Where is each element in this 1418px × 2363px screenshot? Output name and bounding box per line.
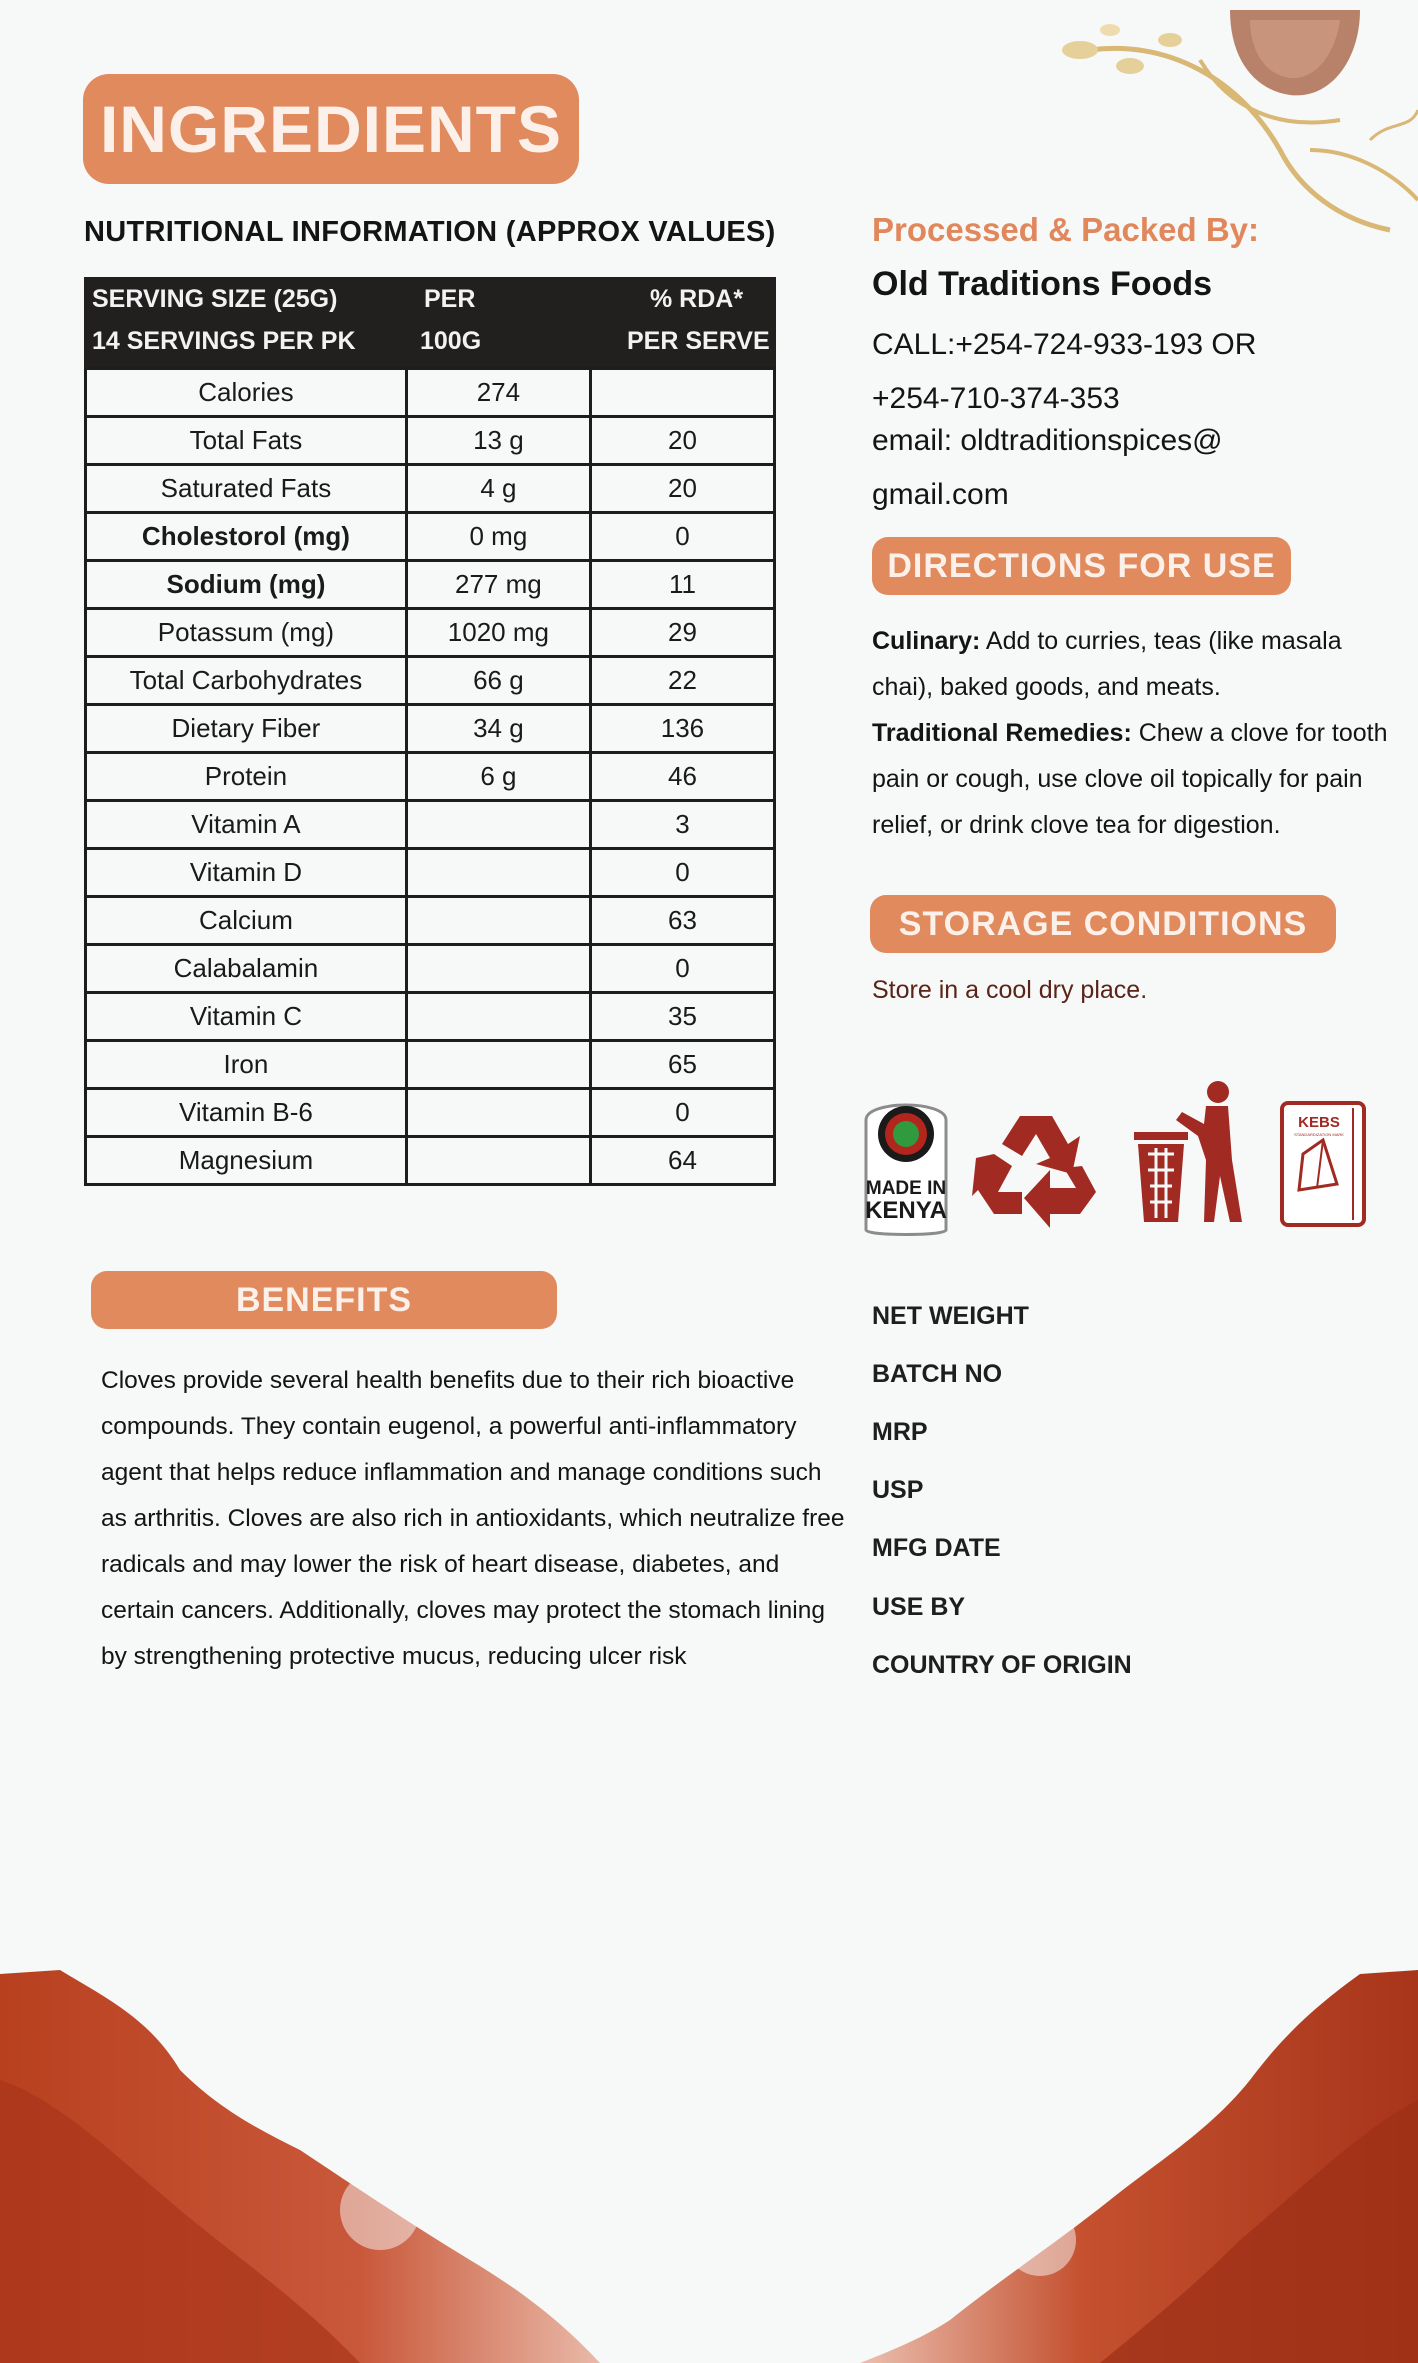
processed-by-title: Processed & Packed By: (872, 211, 1260, 248)
nutrient-rda: 0 (590, 849, 774, 897)
table-row (86, 849, 775, 897)
table-row (86, 897, 775, 945)
table-row (86, 513, 775, 561)
nutrient-name: Cholestorol (mg) (86, 513, 407, 561)
rda-unit-header: PER SERVE (627, 327, 770, 355)
nutrition-table (84, 367, 776, 1186)
nutrient-per100g: 66 g (406, 657, 590, 705)
nutrient-name: Protein (86, 753, 407, 801)
nutrient-rda: 136 (590, 705, 774, 753)
kebs-mark (1279, 1100, 1367, 1228)
remedies-text: Chew a clove for tooth pain or cough, use clove oil topically for pain relief, or drink clove tea for digestion. (872, 719, 1388, 839)
phone-number-2: +254-710-374-353 (872, 382, 1120, 415)
nutrient-rda: 0 (590, 945, 774, 993)
nutrient-rda: 29 (590, 609, 774, 657)
dispose-in-bin-icon (1132, 1080, 1248, 1226)
nutrient-name: Vitamin A (86, 801, 407, 849)
nutrient-per100g (406, 801, 590, 849)
nutrient-name: Calories (86, 369, 407, 417)
nutrient-per100g (406, 897, 590, 945)
nutrition-table-header (84, 277, 776, 367)
kenya-text: KENYA (865, 1197, 947, 1224)
table-row (86, 465, 775, 513)
nutrient-name: Total Carbohydrates (86, 657, 407, 705)
nutrient-per100g (406, 1137, 590, 1185)
nutrient-rda: 0 (590, 513, 774, 561)
nutrient-rda: 65 (590, 1041, 774, 1089)
batch-no-label: BATCH NO (872, 1360, 1003, 1388)
nutrient-name: Vitamin C (86, 993, 407, 1041)
nutrient-rda: 11 (590, 561, 774, 609)
recycle-icon (972, 1108, 1100, 1230)
table-row (86, 1137, 775, 1185)
table-row (86, 561, 775, 609)
nutrient-per100g: 6 g (406, 753, 590, 801)
nutrient-name: Vitamin D (86, 849, 407, 897)
nutrient-rda: 0 (590, 1089, 774, 1137)
nutrient-name: Dietary Fiber (86, 705, 407, 753)
nutrient-rda: 64 (590, 1137, 774, 1185)
nutrient-per100g: 4 g (406, 465, 590, 513)
servings-per-pack: 14 SERVINGS PER PK (92, 327, 356, 355)
ingredients-heading: INGREDIENTS (83, 74, 579, 184)
culinary-label: Culinary: (872, 627, 981, 655)
nutrient-per100g (406, 1041, 590, 1089)
table-row (86, 945, 775, 993)
nutrient-rda: 3 (590, 801, 774, 849)
remedies-label: Traditional Remedies: (872, 719, 1132, 747)
nutrient-rda: 63 (590, 897, 774, 945)
use-by-label: USE BY (872, 1593, 966, 1621)
email-line-1: email: oldtraditionspices@ (872, 424, 1223, 457)
storage-text: Store in a cool dry place. (872, 976, 1148, 1004)
table-row (86, 369, 775, 417)
nutrient-per100g: 13 g (406, 417, 590, 465)
rda-header: % RDA* (650, 285, 744, 313)
kebs-label: KEBS (1298, 1114, 1340, 1131)
email-line-2: gmail.com (872, 478, 1009, 511)
nutrient-name: Iron (86, 1041, 407, 1089)
nutrient-per100g: 277 mg (406, 561, 590, 609)
table-row (86, 705, 775, 753)
culinary-text: Add to curries, teas (like masala chai), baked goods, and meats. (872, 627, 1342, 701)
nutrient-name: Magnesium (86, 1137, 407, 1185)
benefits-text: Cloves provide several health benefits due to their rich bioactive compounds. They contain eugenol, a powerful anti-inflammatory agent that helps reduce inflammation and manage conditions such as arthritis. Cloves are also rich in antioxidants, which neutralize free radicals and may lower the risk of heart disease, diabetes, and certain cancers. Additionally, cloves may protect the stomach lining by strengthening protective mucus, reducing ulcer risk (101, 1367, 845, 1670)
nutrient-rda: 46 (590, 753, 774, 801)
nutrient-per100g: 1020 mg (406, 609, 590, 657)
nutrient-rda: 20 (590, 417, 774, 465)
table-row (86, 657, 775, 705)
nutrient-rda (590, 369, 774, 417)
nutrient-per100g: 274 (406, 369, 590, 417)
company-name: Old Traditions Foods (872, 265, 1212, 303)
made-in-text: MADE IN (865, 1178, 947, 1199)
call-line: CALL:+254-724-933-193 OR (872, 328, 1257, 361)
serving-size: SERVING SIZE (25G) (92, 285, 338, 313)
spice-powder-decoration (0, 1960, 1418, 2363)
net-weight-label: NET WEIGHT (872, 1302, 1029, 1330)
nutrient-rda: 20 (590, 465, 774, 513)
table-row (86, 753, 775, 801)
nutrient-per100g (406, 993, 590, 1041)
clove-illustration (1050, 0, 1418, 240)
table-row (86, 609, 775, 657)
nutrient-rda: 22 (590, 657, 774, 705)
per-header: PER (424, 285, 476, 313)
nutrition-title: NUTRITIONAL INFORMATION (APPROX VALUES) (84, 216, 776, 248)
per-unit-header: 100G (420, 327, 482, 355)
storage-heading: STORAGE CONDITIONS (870, 895, 1336, 953)
table-row (86, 1089, 775, 1137)
nutrient-name: Saturated Fats (86, 465, 407, 513)
table-row (86, 417, 775, 465)
nutrient-per100g (406, 945, 590, 993)
table-row (86, 993, 775, 1041)
mrp-label: MRP (872, 1418, 928, 1446)
nutrient-name: Potassum (mg) (86, 609, 407, 657)
nutrient-name: Calabalamin (86, 945, 407, 993)
nutrient-name: Vitamin B-6 (86, 1089, 407, 1137)
usp-label: USP (872, 1476, 924, 1504)
table-row (86, 1041, 775, 1089)
nutrient-name: Total Fats (86, 417, 407, 465)
nutrient-rda: 35 (590, 993, 774, 1041)
directions-text (872, 618, 1392, 848)
nutrient-name: Calcium (86, 897, 407, 945)
kebs-caption: STANDARDIZATION MARK (1294, 1132, 1344, 1137)
nutrient-name: Sodium (mg) (86, 561, 407, 609)
nutrient-per100g (406, 1089, 590, 1137)
country-of-origin-label: COUNTRY OF ORIGIN (872, 1651, 1132, 1679)
table-row (86, 801, 775, 849)
nutrient-per100g: 34 g (406, 705, 590, 753)
nutrient-per100g (406, 849, 590, 897)
directions-heading: DIRECTIONS FOR USE (872, 537, 1291, 595)
mfg-date-label: MFG DATE (872, 1534, 1001, 1562)
benefits-heading: BENEFITS (91, 1271, 557, 1329)
nutrient-per100g: 0 mg (406, 513, 590, 561)
made-in-kenya-badge (860, 1090, 952, 1238)
